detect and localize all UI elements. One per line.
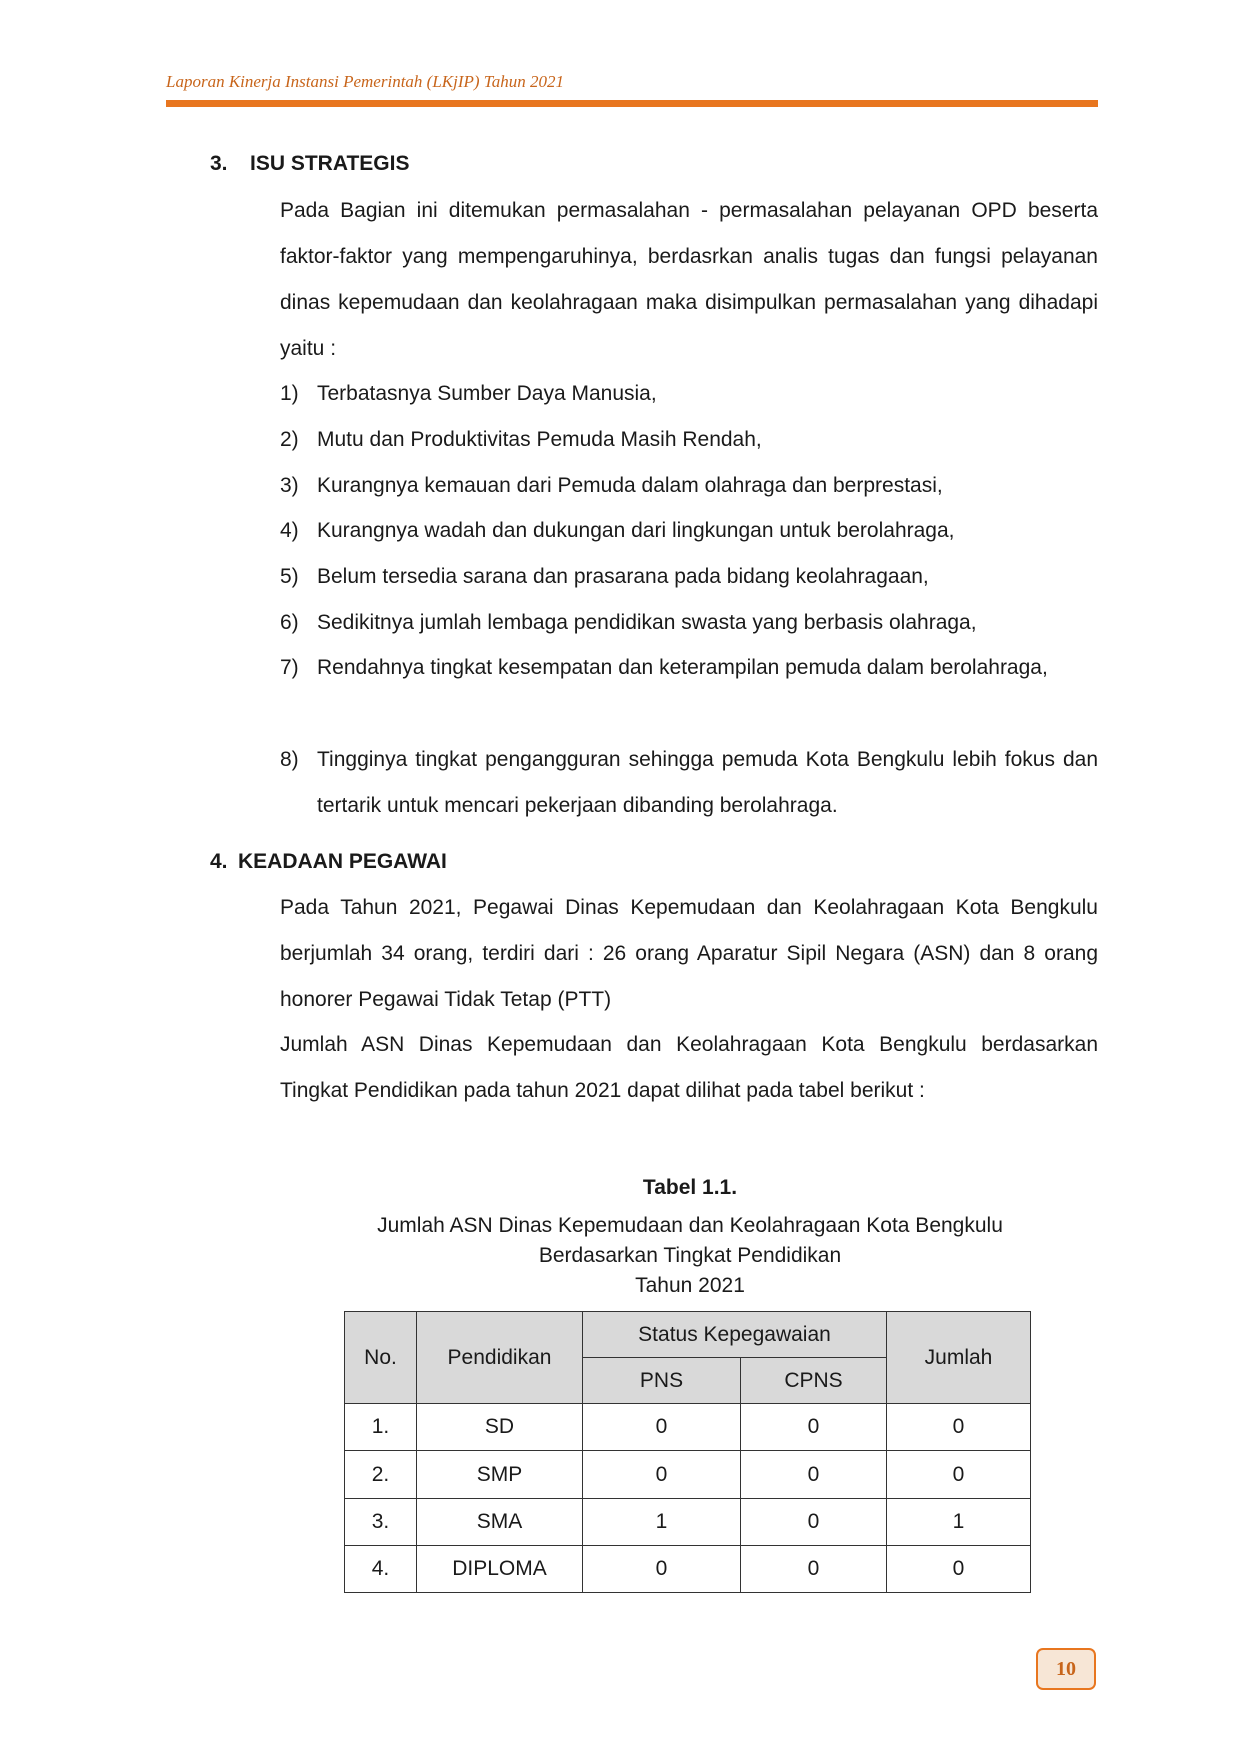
- list-item-text: Tingginya tingkat pengangguran sehingga pemuda Kota Bengkulu lebih fokus dan tertarik untuk mencari pekerjaan dibanding berolahraga.: [317, 748, 1098, 817]
- section-3-title: ISU STRATEGIS: [250, 152, 410, 175]
- list-item-text: Belum tersedia sarana dan prasarana pada bidang keolahragaan,: [317, 565, 929, 588]
- table-caption-line: Tahun 2021: [635, 1274, 745, 1297]
- header-cpns: CPNS: [741, 1358, 887, 1404]
- cell-pendidikan: SD: [417, 1404, 583, 1451]
- list-item: [280, 417, 1098, 463]
- list-item: [280, 508, 1098, 554]
- list-item-text: Kurangnya kemauan dari Pemuda dalam olahraga dan berprestasi,: [317, 474, 943, 497]
- section-4-number: 4.: [210, 850, 228, 873]
- list-item: [280, 371, 1098, 417]
- list-item-number: 3): [280, 474, 299, 497]
- header-pns: PNS: [583, 1358, 741, 1404]
- cell-pendidikan: DIPLOMA: [417, 1546, 583, 1593]
- cell-cpns: 0: [741, 1404, 887, 1451]
- cell-pns: 0: [583, 1451, 741, 1499]
- cell-no: 4.: [345, 1546, 417, 1593]
- table-row: [345, 1451, 1031, 1499]
- list-item-text: Kurangnya wadah dan dukungan dari lingkungan untuk berolahraga,: [317, 519, 955, 542]
- table-row: [345, 1499, 1031, 1546]
- table-row: [345, 1546, 1031, 1593]
- cell-pendidikan: SMA: [417, 1499, 583, 1546]
- section-4-paragraph-1: Pada Tahun 2021, Pegawai Dinas Kepemudaan dan Keolahragaan Kota Bengkulu berjumlah 34 orang, terdiri dari : 26 orang Aparatur Sipil Negara (ASN) dan 8 orang honorer Pegawai Tidak Tetap (PTT): [280, 896, 1098, 1011]
- cell-cpns: 0: [741, 1546, 887, 1593]
- section-3-intro: Pada Bagian ini ditemukan permasalahan - permasalahan pelayanan OPD beserta faktor-faktor yang mempengaruhinya, berdasrkan analis tugas dan fungsi pelayanan dinas kepemudaan dan keolahragaan maka disimpulkan permasalahan yang dihadapi yaitu :: [280, 199, 1098, 360]
- list-item: [280, 737, 1098, 829]
- header-status-kepegawaian: Status Kepegawaian: [583, 1312, 887, 1358]
- cell-jumlah: 0: [887, 1404, 1031, 1451]
- cell-cpns: 0: [741, 1451, 887, 1499]
- list-item: [280, 554, 1098, 600]
- list-item-number: 8): [280, 748, 299, 771]
- section-4-title: KEADAAN PEGAWAI: [238, 850, 447, 873]
- section-3-number: 3.: [210, 152, 228, 175]
- list-item: [280, 600, 1098, 646]
- header-rule: [166, 100, 1098, 107]
- list-item: [280, 463, 1098, 509]
- list-item-number: 5): [280, 565, 299, 588]
- table-row: [345, 1404, 1031, 1451]
- page-header-title: Laporan Kinerja Instansi Pemerintah (LKjIP) Tahun 2021: [166, 72, 564, 91]
- header-jumlah: Jumlah: [887, 1312, 1031, 1404]
- table-label: Tabel 1.1.: [642, 1176, 738, 1199]
- list-item-text: Mutu dan Produktivitas Pemuda Masih Rendah,: [317, 428, 762, 451]
- table-caption-line: Berdasarkan Tingkat Pendidikan: [538, 1244, 842, 1267]
- cell-pns: 1: [583, 1499, 741, 1546]
- list-item-text: Terbatasnya Sumber Daya Manusia,: [317, 382, 657, 405]
- list-item: [280, 645, 1098, 691]
- list-item-text: Rendahnya tingkat kesempatan dan keterampilan pemuda dalam berolahraga,: [317, 656, 1048, 679]
- cell-jumlah: 0: [887, 1451, 1031, 1499]
- section-4-paragraph-2: Jumlah ASN Dinas Kepemudaan dan Keolahragaan Kota Bengkulu berdasarkan Tingkat Pendidikan pada tahun 2021 dapat dilihat pada tabel berikut :: [280, 1033, 1098, 1102]
- cell-pns: 0: [583, 1546, 741, 1593]
- list-item-number: 4): [280, 519, 299, 542]
- list-item-number: 6): [280, 611, 299, 634]
- cell-no: 3.: [345, 1499, 417, 1546]
- list-item-number: 2): [280, 428, 299, 451]
- list-item-text: Sedikitnya jumlah lembaga pendidikan swasta yang berbasis olahraga,: [317, 611, 977, 634]
- cell-no: 2.: [345, 1451, 417, 1499]
- cell-jumlah: 0: [887, 1546, 1031, 1593]
- list-item-number: 1): [280, 382, 299, 405]
- asn-education-table: [344, 1311, 1031, 1593]
- cell-pendidikan: SMP: [417, 1451, 583, 1499]
- cell-jumlah: 1: [887, 1499, 1031, 1546]
- list-item-number: 7): [280, 656, 299, 679]
- cell-no: 1.: [345, 1404, 417, 1451]
- page-number: 10: [1036, 1648, 1096, 1690]
- header-no: No.: [345, 1312, 417, 1404]
- cell-pns: 0: [583, 1404, 741, 1451]
- header-pendidikan: Pendidikan: [417, 1312, 583, 1404]
- table-caption-line: Jumlah ASN Dinas Kepemudaan dan Keolahragaan Kota Bengkulu: [377, 1214, 1003, 1237]
- cell-cpns: 0: [741, 1499, 887, 1546]
